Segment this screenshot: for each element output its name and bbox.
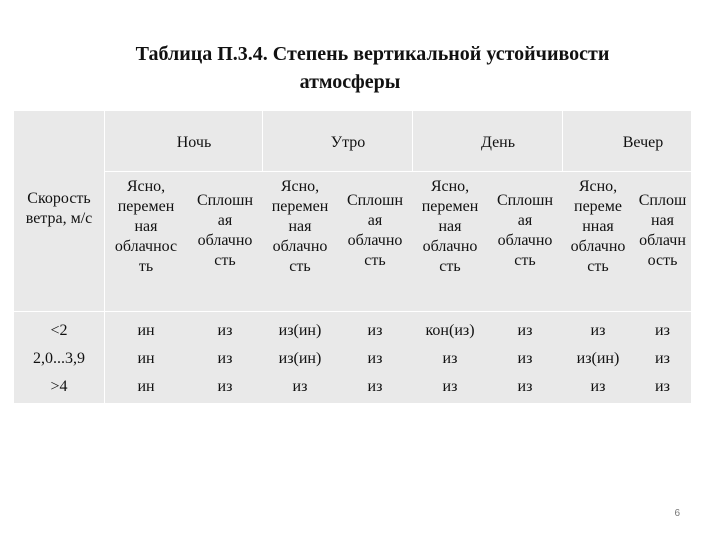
title-line-2: атмосферы	[299, 71, 401, 93]
subheader-night-overcast: Сплошн ая облачно сть	[196, 192, 254, 269]
page-number: 6	[674, 508, 680, 519]
wind-speed-header: Скорость ветра, м/с	[25, 190, 93, 227]
subheader-morning-overcast: Сплошн ая облачно сть	[346, 192, 404, 269]
slide-title	[0, 40, 720, 96]
grid-line	[14, 311, 691, 312]
data-column-evening-overcast: из из из	[655, 322, 670, 395]
data-column-day-clear: кон(из) из из	[425, 322, 475, 395]
data-column-morning-overcast: из из из	[367, 322, 383, 395]
subheader-day-clear: Ясно, перемен ная облачно сть	[421, 178, 479, 275]
wind-speed-values: <2 2,0...3,9 >4	[33, 322, 85, 395]
period-morning: Утро	[330, 134, 366, 151]
subheader-evening-clear: Ясно, переме нная облачно сть	[570, 178, 626, 275]
period-evening: Вечер	[622, 134, 664, 151]
period-day: День	[480, 134, 516, 151]
subheader-evening-overcast: Сплош ная облачн ость	[638, 192, 687, 269]
period-night: Ночь	[176, 134, 212, 151]
subheader-night-clear: Ясно, перемен ная облачнос ть	[114, 178, 178, 275]
subheader-day-overcast: Сплошн ая облачно сть	[496, 192, 554, 269]
data-column-day-overcast: из из из	[517, 322, 533, 395]
subheader-morning-clear: Ясно, перемен ная облачно сть	[271, 178, 329, 275]
grid-line	[104, 171, 691, 172]
data-column-evening-clear: из из(ин) из	[576, 322, 620, 395]
data-column-night-clear: ин ин ин	[137, 322, 155, 395]
stability-table	[14, 111, 691, 403]
data-column-night-overcast: из из из	[217, 322, 233, 395]
data-column-morning-clear: из(ин) из(ин) из	[278, 322, 322, 395]
title-line-1: Таблица П.3.4. Степень вертикальной устойчивости	[135, 43, 610, 65]
